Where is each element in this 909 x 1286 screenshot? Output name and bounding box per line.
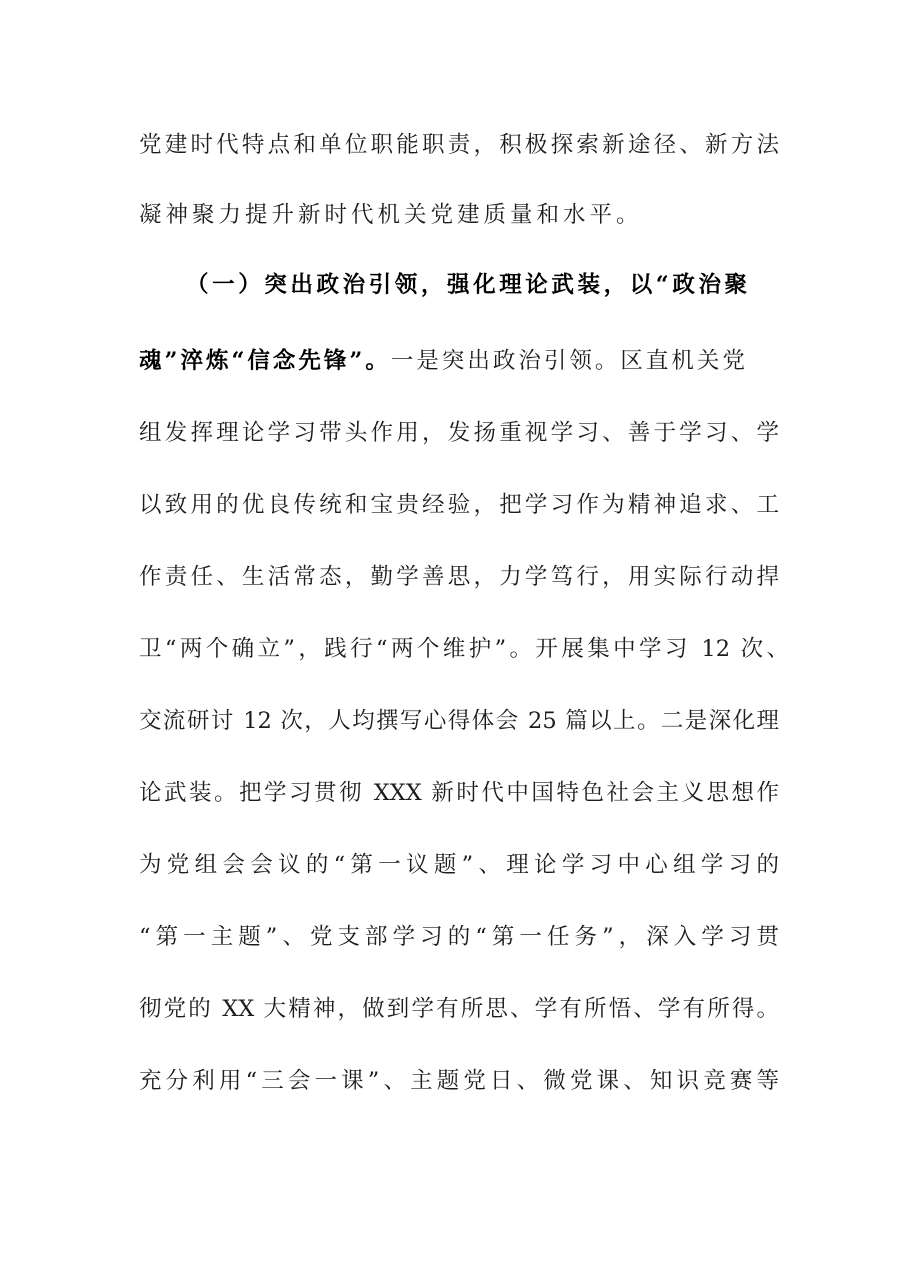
paragraph-line: 彻党的 XX 大精神，做到学有所思、学有所悟、学有所得。: [139, 996, 779, 1022]
paragraph-line: 交流研讨 12 次，人均撰写心得体会 25 篇以上。二是深化理: [139, 708, 779, 734]
paragraph-line: 为党组会会议的“第一议题”、理论学习中心组学习的: [139, 852, 779, 878]
section-heading-tail: 魂”淬炼“信念先锋”。: [139, 348, 391, 374]
paragraph-line: 组发挥理论学习带头作用，发扬重视学习、善于学习、学: [139, 420, 779, 446]
paragraph-line: 论武装。把学习贯彻 XXX 新时代中国特色社会主义思想作: [139, 780, 779, 806]
section-heading-line-continued: [139, 343, 779, 379]
section-heading-line: （一）突出政治引领，强化理论武装，以“政治聚: [186, 272, 751, 298]
paragraph-line: 卫“两个确立”，践行“两个维护”。开展集中学习 12 次、: [139, 636, 789, 662]
paragraph-line: 党建时代特点和单位职能职责，积极探索新途径、新方法: [139, 132, 779, 158]
paragraph-line: “第一主题”、党支部学习的“第一任务”，深入学习贯: [139, 924, 779, 950]
paragraph-text: 一是突出政治引领。区直机关党: [390, 348, 748, 374]
paragraph-line: 凝神聚力提升新时代机关党建质量和水平。: [139, 202, 643, 228]
paragraph-line: 充分利用“三会一课”、主题党日、微党课、知识竞赛等: [139, 1068, 779, 1094]
paragraph-line: 作责任、生活常态，勤学善思，力学笃行，用实际行动捍: [139, 564, 779, 590]
paragraph-line: 以致用的优良传统和宝贵经验，把学习作为精神追求、工: [139, 492, 779, 518]
